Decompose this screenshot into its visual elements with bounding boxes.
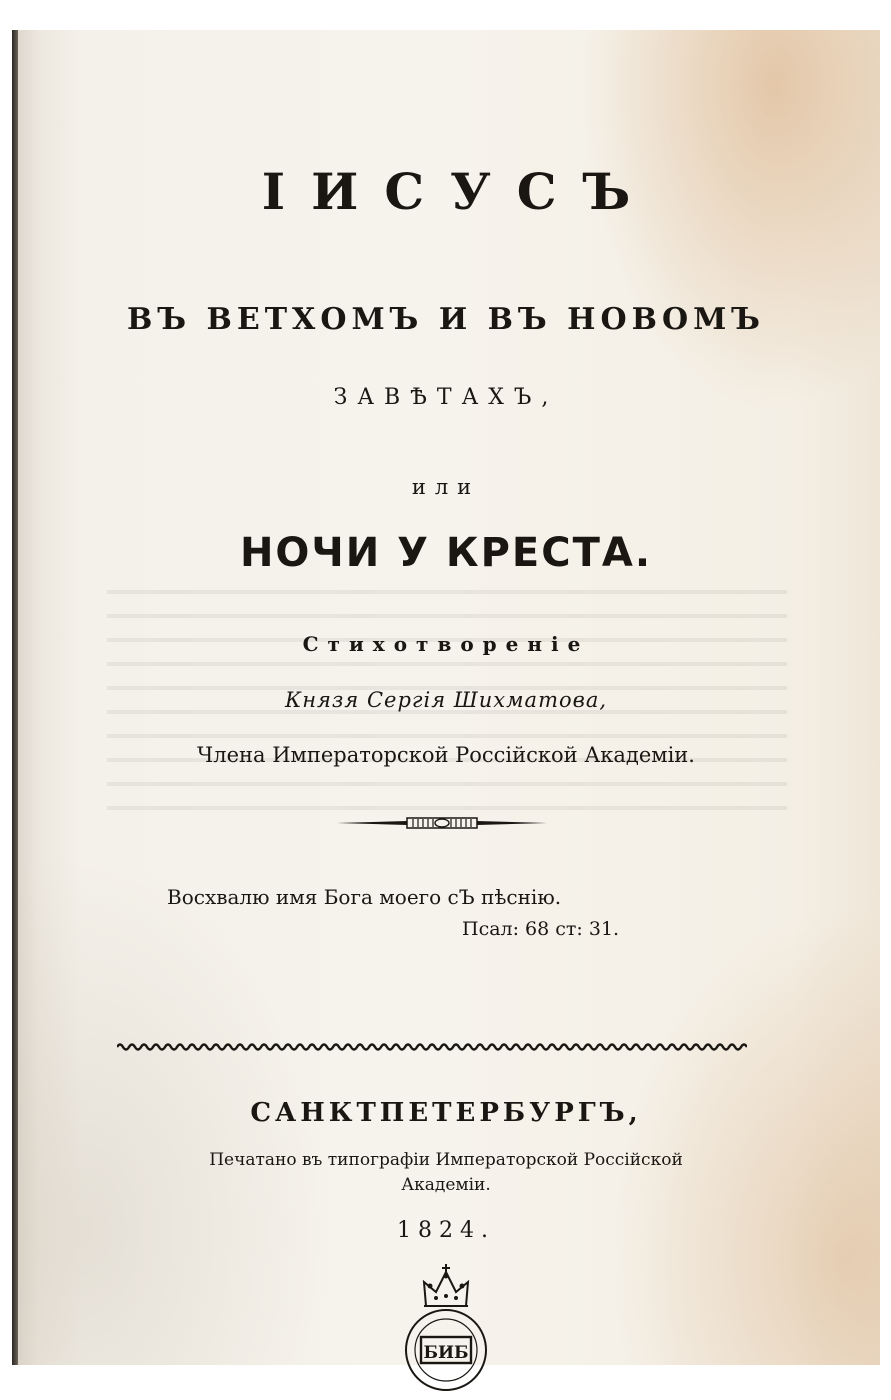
library-stamp bbox=[394, 1260, 499, 1395]
epigraph-text: Восхвалю имя Бога моего сЪ пѣснію. bbox=[167, 885, 562, 909]
subtitle-line-2: ЗАВѢТАХЪ, bbox=[333, 385, 559, 410]
book-title: ІИСУСЪ bbox=[261, 162, 657, 221]
imprint-year: 1824. bbox=[397, 1218, 495, 1243]
subtitle-line-1: ВЪ ВЕТХОМЪ И ВЪ НОВОМЪ bbox=[127, 302, 765, 337]
ornament-divider bbox=[337, 812, 547, 834]
stamp-monogram: БИБ bbox=[423, 1343, 469, 1363]
imprint-printer-line-1: Печатано въ типографіи Императорской Россійской bbox=[209, 1150, 683, 1170]
epigraph-reference: Псал: 68 ст: 31. bbox=[462, 918, 620, 940]
alternate-title: НОЧИ У КРЕСТА. bbox=[239, 530, 653, 576]
author-title: Члена Императорской Россійской Академіи. bbox=[197, 743, 695, 767]
title-page bbox=[12, 30, 880, 1365]
genre-label: Стихотворенie bbox=[302, 632, 590, 656]
wavy-rule-divider bbox=[117, 1041, 747, 1053]
imprint-city: САНКТПЕТЕРБУРГЪ, bbox=[250, 1098, 642, 1128]
author-name: Князя Сергія Шихматова, bbox=[284, 688, 608, 712]
conjunction: или bbox=[411, 475, 481, 499]
imprint-printer-line-2: Академіи. bbox=[401, 1175, 491, 1195]
